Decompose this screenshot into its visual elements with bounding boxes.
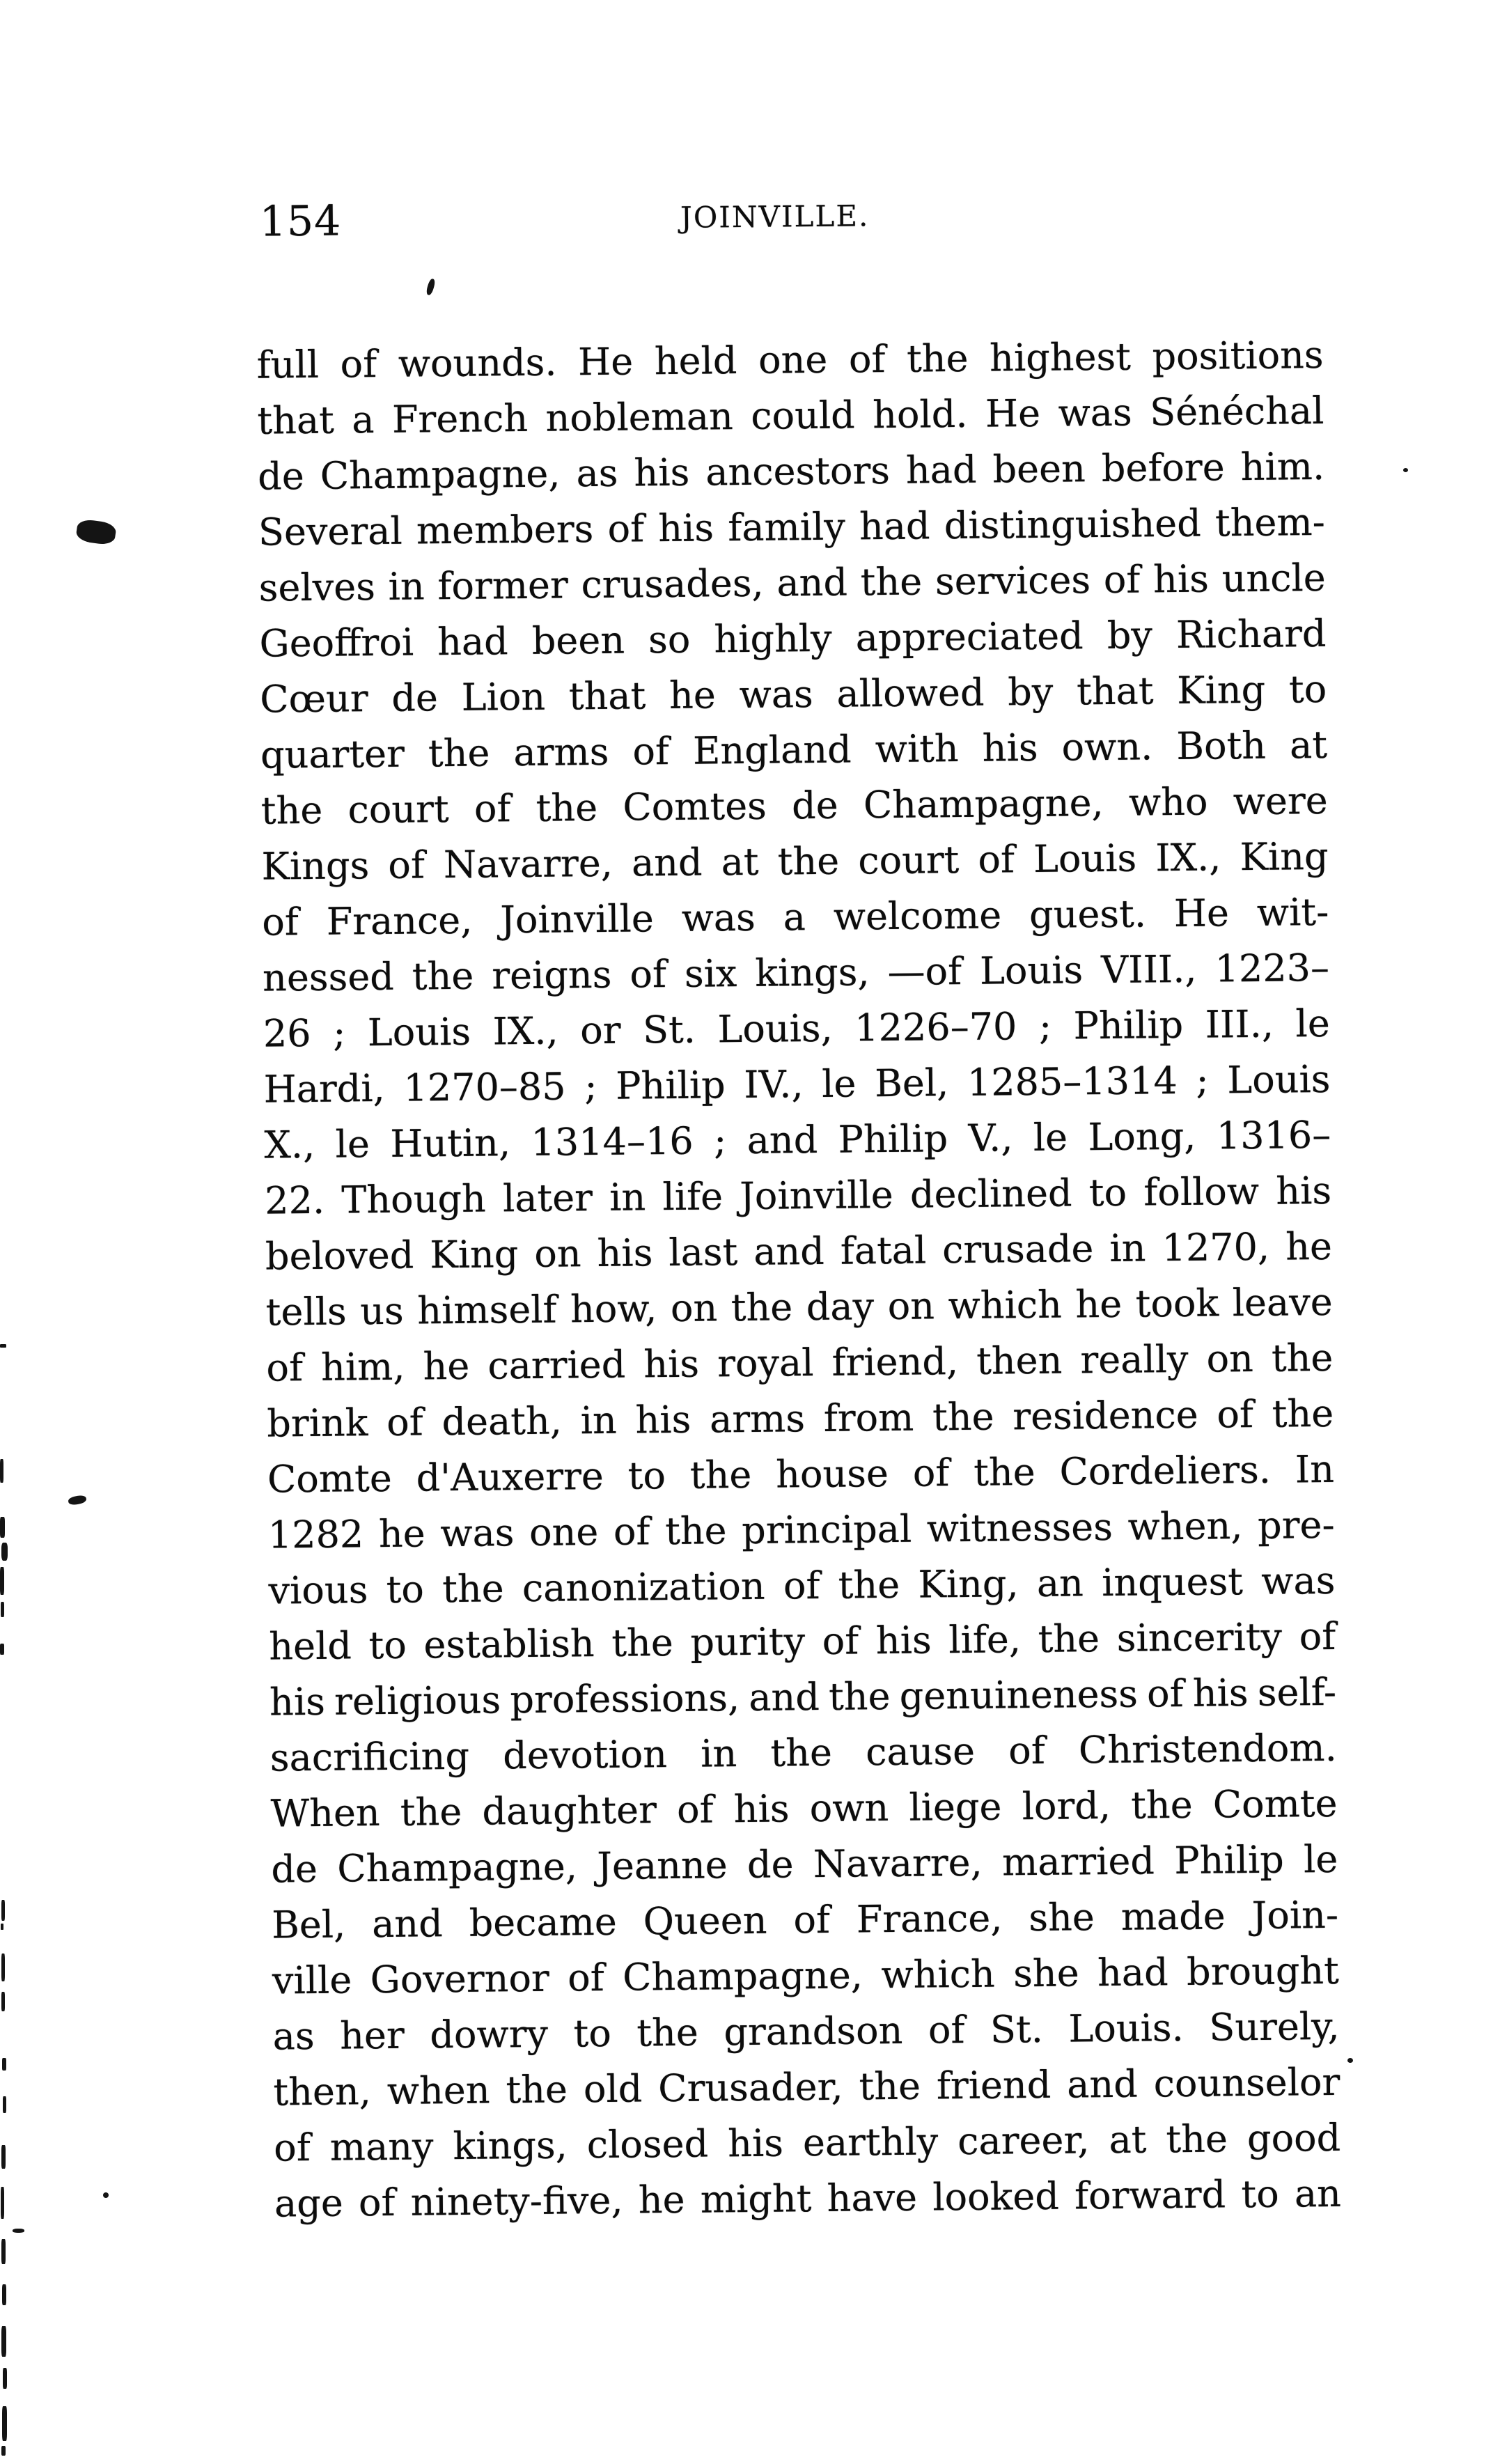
text-line: of France, Joinville was a welcome guest. He wit- bbox=[262, 889, 1329, 944]
scan-artifact bbox=[1, 2145, 6, 2169]
scan-artifact bbox=[1403, 468, 1408, 472]
scan-artifact bbox=[0, 1517, 5, 1538]
running-title: JOINVILLE. bbox=[680, 198, 870, 235]
text-line: tells us himself how, on the day on which he took leave bbox=[265, 1279, 1333, 1334]
text-line: X., le Hutin, 1314–16 ; and Philip V., le Long, 1316– bbox=[264, 1112, 1331, 1167]
text-line: that a French nobleman could hold. He was Sénéchal bbox=[257, 388, 1324, 443]
scan-artifact bbox=[1, 2446, 6, 2456]
text-line: nessed the reigns of six kings, —of Louis VIII., 1223– bbox=[262, 945, 1330, 1000]
text-line: of many kings, closed his earthly career, at the good bbox=[273, 2115, 1341, 2170]
scan-artifact bbox=[1, 1992, 5, 2011]
scan-artifact bbox=[0, 1644, 4, 1655]
text-line: de Champagne, Jeanne de Navarre, married Philip le bbox=[271, 1837, 1338, 1892]
scan-artifact bbox=[1, 2239, 6, 2264]
text-line: de Champagne, as his ancestors had been before him. bbox=[257, 444, 1325, 499]
text-line: full of wounds. He held one of the highest positions bbox=[256, 332, 1324, 387]
text-line: as her dowry to the grandson of St. Louis. Surely, bbox=[272, 2004, 1340, 2059]
scan-artifact bbox=[3, 2368, 7, 2389]
scan-artifact bbox=[0, 1567, 4, 1595]
text-line: Comte d'Auxerre to the house of the Cordeliers. In bbox=[267, 1447, 1335, 1502]
scan-artifact bbox=[1347, 2058, 1353, 2063]
text-line: Several members of his family had distinguished them- bbox=[258, 499, 1326, 554]
text-line: Geoffroi had been so highly appreciated by Richard bbox=[259, 611, 1327, 666]
text-line: beloved King on his last and fatal crusade in 1270, he bbox=[265, 1224, 1333, 1279]
text-line: vious to the canonization of the King, an inquest was bbox=[268, 1558, 1336, 1613]
text-line: of him, he carried his royal friend, then really on the bbox=[266, 1335, 1334, 1390]
page-number: 154 bbox=[259, 196, 342, 247]
scan-artifact bbox=[1, 1924, 3, 1930]
scan-artifact bbox=[3, 2096, 6, 2113]
text-line: When the daughter of his own liege lord, the Comte bbox=[270, 1781, 1338, 1836]
text-line: brink of death, in his arms from the residence of the bbox=[266, 1391, 1334, 1446]
text-line: ville Governor of Champagne, which she had brought bbox=[272, 1948, 1340, 2003]
text-line: the court of the Comtes de Champagne, who were bbox=[260, 778, 1328, 833]
text-line: Hardi, 1270–85 ; Philip IV., le Bel, 1285–1314 ; Louis bbox=[263, 1056, 1331, 1112]
body-text bbox=[256, 327, 1341, 2232]
text-line: age of ninety-five, he might have looked forward to an bbox=[274, 2171, 1342, 2226]
text-line: Bel, and became Queen of France, she made Join- bbox=[271, 1892, 1339, 1947]
text-line: his religious professions, and the genuineness of his self- bbox=[269, 1669, 1337, 1724]
text-line: quarter the arms of England with his own. Both at bbox=[260, 722, 1328, 777]
scan-artifact bbox=[1, 1543, 8, 1561]
scan-artifact bbox=[103, 2192, 109, 2198]
page-header bbox=[255, 191, 1322, 246]
text-line: 22. Though later in life Joinville declined to follow his bbox=[264, 1168, 1332, 1223]
scan-artifact bbox=[1, 1602, 4, 1617]
scan-artifact bbox=[1, 2187, 4, 2219]
scan-artifact bbox=[13, 2229, 24, 2233]
text-line: 1282 he was one of the principal witnesses when, pre- bbox=[267, 1502, 1335, 1557]
scan-artifact bbox=[2, 2058, 6, 2071]
scan-artifact bbox=[0, 1459, 3, 1483]
text-line: Kings of Navarre, and at the court of Louis IX., King bbox=[261, 834, 1329, 889]
scan-artifact bbox=[0, 1344, 6, 1348]
text-line: Cœur de Lion that he was allowed by that King to bbox=[259, 666, 1327, 722]
text-line: then, when the old Crusader, the friend and counselor bbox=[273, 2059, 1340, 2114]
scan-artifact bbox=[1, 1900, 5, 1921]
scan-artifact bbox=[1, 2326, 6, 2357]
text-line: 26 ; Louis IX., or St. Louis, 1226–70 ; Philip III., le bbox=[263, 1001, 1331, 1056]
text-line: held to establish the purity of his life, the sincerity of bbox=[269, 1614, 1336, 1669]
text-line: selves in former crusades, and the services of his uncle bbox=[258, 555, 1326, 610]
scan-artifact bbox=[1, 1954, 5, 1981]
text-line: sacrificing devotion in the cause of Christendom. bbox=[269, 1725, 1338, 1780]
scan-artifact bbox=[2, 2406, 7, 2441]
scan-artifact bbox=[2, 2284, 6, 2305]
